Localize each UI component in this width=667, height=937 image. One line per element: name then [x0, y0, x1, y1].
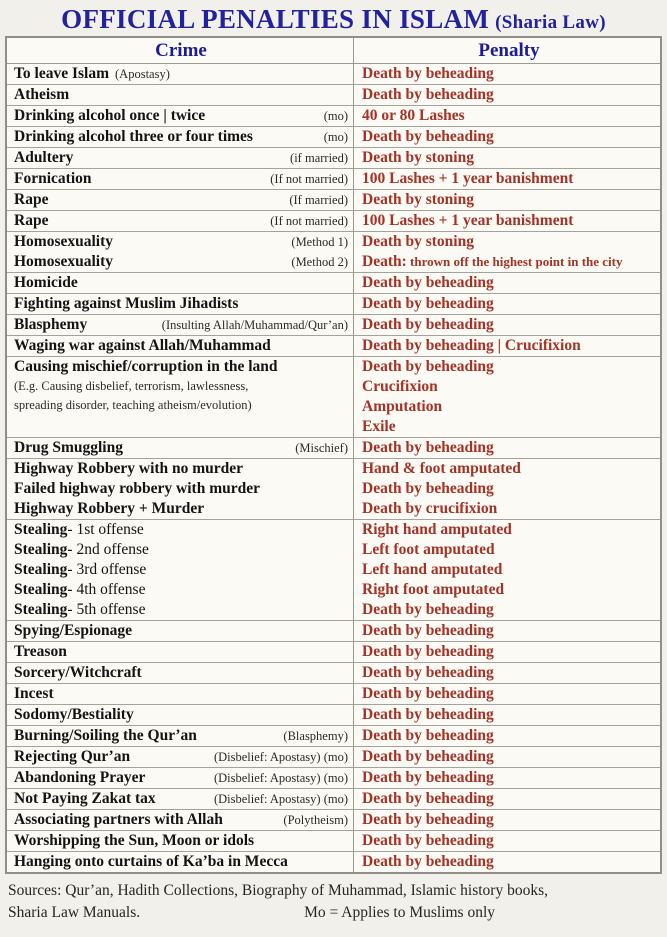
crime-text: Highway Robbery with no murder — [14, 460, 244, 477]
penalty-cell — [353, 663, 660, 683]
penalty-text: Death by beheading — [362, 769, 494, 786]
header-penalty: Penalty — [353, 38, 660, 63]
crime-text: Not Paying Zakat tax — [14, 790, 156, 807]
crime-line — [14, 232, 348, 252]
crime-text: Spying/Espionage — [14, 622, 133, 639]
penalty-text: Hand & foot amputated — [362, 460, 521, 477]
penalty-cell — [353, 810, 660, 830]
penalty-cell — [353, 232, 660, 272]
penalty-cell — [353, 211, 660, 231]
crime-line — [14, 831, 348, 851]
penalty-cell — [353, 789, 660, 809]
crime-text: Failed highway robbery with murder — [14, 480, 260, 497]
table-row — [7, 641, 660, 662]
table-row — [7, 147, 660, 168]
penalty-text: 100 Lashes + 1 year banishment — [362, 212, 574, 229]
crime-line — [14, 705, 348, 725]
crime-cell — [7, 621, 353, 641]
crime-subnote: (E.g. Causing disbelief, terrorism, lawlessness, — [14, 379, 249, 393]
penalty-cell — [353, 315, 660, 335]
penalty-text: Death by beheading — [362, 622, 494, 639]
crime-text: Drinking alcohol once | twice — [14, 107, 206, 124]
penalty-text: Right hand amputated — [362, 521, 512, 538]
table-row — [7, 335, 660, 356]
crime-text: Stealing — [14, 521, 68, 538]
crime-note: (Method 1) — [291, 235, 348, 249]
penalty-cell — [353, 273, 660, 293]
crime-note: (Blasphemy) — [283, 729, 348, 743]
crime-cell — [7, 211, 353, 231]
table-row — [7, 64, 660, 84]
penalty-text: Death by stoning — [362, 149, 474, 166]
penalty-cell — [353, 726, 660, 746]
footer-mo-legend: Mo = Applies to Muslims only — [304, 904, 496, 921]
title-main: OFFICIAL PENALTIES IN ISLAM — [61, 4, 490, 34]
crime-cell — [7, 810, 353, 830]
penalty-text: Death by beheading — [362, 601, 494, 618]
penalty-text: Death by beheading — [362, 748, 494, 765]
penalty-text: 100 Lashes + 1 year banishment — [362, 170, 574, 187]
crime-cell — [7, 64, 353, 84]
crime-line — [14, 252, 348, 272]
crime-text: Abandoning Prayer — [14, 769, 146, 786]
crime-line — [14, 169, 348, 189]
crime-text-suffix: - 2nd offense — [67, 541, 149, 558]
crime-text: Blasphemy — [14, 316, 88, 333]
crime-note: (If not married) — [270, 172, 348, 186]
crime-line — [14, 294, 348, 314]
crime-text: Hanging onto curtains of Ka’ba in Mecca — [14, 853, 288, 870]
footer — [0, 874, 667, 924]
penalty-text: Left foot amputated — [362, 541, 495, 558]
table-body — [7, 64, 660, 872]
penalties-table — [5, 36, 662, 874]
crime-text: Causing mischief/corruption in the land — [14, 358, 278, 375]
penalty-text: Death by beheading — [362, 727, 494, 744]
crime-line — [14, 520, 348, 540]
crime-text: Fighting against Muslim Jihadists — [14, 295, 239, 312]
crime-cell — [7, 747, 353, 767]
crime-cell — [7, 336, 353, 356]
crime-cell — [7, 831, 353, 851]
crime-text: Homosexuality — [14, 253, 114, 270]
crime-cell — [7, 852, 353, 872]
crime-text: Fornication — [14, 170, 92, 187]
crime-line — [14, 438, 348, 458]
penalty-text: Death by beheading — [362, 664, 494, 681]
crime-text: Drug Smuggling — [14, 439, 123, 456]
crime-line — [14, 315, 348, 335]
header-crime: Crime — [155, 40, 207, 61]
crime-note: (Insulting Allah/Muhammad/Qur’an) — [161, 318, 348, 332]
table-row — [7, 830, 660, 851]
crime-note: (Polytheism) — [283, 813, 348, 827]
penalty-text — [362, 252, 656, 272]
table-row — [7, 356, 660, 437]
table-row — [7, 437, 660, 458]
penalty-text: Death by beheading — [362, 274, 494, 291]
table-row — [7, 725, 660, 746]
crime-line — [14, 726, 348, 746]
penalty-cell — [353, 831, 660, 851]
crime-text: Homicide — [14, 274, 78, 291]
crime-cell — [7, 169, 353, 189]
penalty-text: Right foot amputated — [362, 581, 505, 598]
table-row — [7, 519, 660, 620]
penalty-text: Death by beheading — [362, 685, 494, 702]
penalty-cell — [353, 106, 660, 126]
crime-line — [14, 190, 348, 210]
penalty-text: Death by beheading — [362, 128, 494, 145]
crime-cell — [7, 705, 353, 725]
penalty-text: Death by beheading — [362, 295, 494, 312]
table-row — [7, 683, 660, 704]
penalty-cell — [353, 642, 660, 662]
crime-cell — [7, 642, 353, 662]
title-sub: (Sharia Law) — [495, 12, 606, 33]
penalty-text-main: Death: — [362, 253, 407, 270]
table-row — [7, 189, 660, 210]
crime-text: Stealing — [14, 541, 68, 558]
penalty-text: 40 or 80 Lashes — [362, 107, 465, 124]
penalty-cell — [353, 438, 660, 458]
table-row — [7, 272, 660, 293]
penalty-text: Amputation — [362, 398, 443, 415]
crime-note: (Mischief) — [295, 441, 348, 455]
crime-line — [14, 600, 348, 620]
crime-line — [14, 85, 348, 105]
penalty-text: Death by beheading — [362, 790, 494, 807]
page-title — [0, 0, 667, 36]
table-row — [7, 84, 660, 105]
penalty-text: Death by beheading — [362, 480, 494, 497]
crime-line — [14, 211, 348, 231]
penalty-cell — [353, 357, 660, 437]
table-row — [7, 126, 660, 147]
penalty-text: Exile — [362, 418, 396, 435]
penalty-text: Death by beheading — [362, 439, 494, 456]
crime-text: Sodomy/Bestiality — [14, 706, 134, 723]
crime-line — [14, 747, 348, 767]
penalty-text: Death by beheading — [362, 853, 494, 870]
crime-note: (Method 2) — [291, 255, 348, 269]
crime-cell — [7, 726, 353, 746]
penalty-text: Crucifixion — [362, 378, 438, 395]
crime-line — [14, 684, 348, 704]
penalty-cell — [353, 852, 660, 872]
penalty-cell — [353, 64, 660, 84]
penalty-text-detail: thrown off the highest point in the city — [406, 254, 623, 269]
footer-line2 — [8, 902, 659, 924]
table-row — [7, 746, 660, 767]
crime-text: Rejecting Qur’an — [14, 748, 131, 765]
crime-text: Sorcery/Witchcraft — [14, 664, 142, 681]
crime-line — [14, 64, 348, 84]
crime-line — [14, 768, 348, 788]
crime-note: (Disbelief: Apostasy) (mo) — [213, 792, 348, 806]
table-row — [7, 809, 660, 830]
crime-cell — [7, 684, 353, 704]
penalty-cell — [353, 684, 660, 704]
crime-line — [14, 459, 348, 479]
penalty-text: Death by beheading — [362, 65, 494, 82]
penalty-text: Death by stoning — [362, 233, 474, 250]
penalty-cell — [353, 621, 660, 641]
penalty-text: Death by beheading — [362, 643, 494, 660]
penalty-text: Death by beheading — [362, 811, 494, 828]
penalty-text: Left hand amputated — [362, 561, 503, 578]
crime-line — [14, 789, 348, 809]
crime-note: (If not married) — [270, 214, 348, 228]
table-row — [7, 704, 660, 725]
crime-cell — [7, 768, 353, 788]
table-row — [7, 662, 660, 683]
crime-text: Drinking alcohol three or four times — [14, 128, 253, 145]
crime-text: Adultery — [14, 149, 74, 166]
crime-subnote: spreading disorder, teaching atheism/evolution) — [14, 398, 252, 412]
crime-line — [14, 273, 348, 293]
crime-line — [14, 560, 348, 580]
crime-cell — [7, 85, 353, 105]
footer-sources-line2: Sharia Law Manuals. — [8, 904, 141, 921]
crime-text: Incest — [14, 685, 54, 702]
crime-text-suffix: - 3rd offense — [67, 561, 147, 578]
penalty-cell — [353, 294, 660, 314]
crime-line — [14, 580, 348, 600]
crime-cell — [7, 127, 353, 147]
table-row — [7, 458, 660, 519]
crime-cell — [7, 294, 353, 314]
crime-text: Waging war against Allah/Muhammad — [14, 337, 271, 354]
crime-line — [14, 621, 348, 641]
penalty-cell — [353, 705, 660, 725]
penalty-text: Death by beheading — [362, 316, 494, 333]
crime-note: (If married) — [289, 193, 348, 207]
crime-text-suffix: - 4th offense — [67, 581, 146, 598]
crime-text: Rape — [14, 191, 49, 208]
crime-cell — [7, 357, 353, 437]
penalty-cell — [353, 336, 660, 356]
table-row — [7, 105, 660, 126]
table-row — [7, 168, 660, 189]
crime-text-suffix: - 1st offense — [67, 521, 144, 538]
crime-cell — [7, 315, 353, 335]
crime-note: (if married) — [290, 151, 348, 165]
crime-text: Atheism — [14, 86, 70, 103]
crime-text: Highway Robbery + Murder — [14, 500, 205, 517]
table-row — [7, 767, 660, 788]
penalty-cell — [353, 768, 660, 788]
table-header-row — [7, 38, 660, 64]
penalty-cell — [353, 459, 660, 519]
crime-line — [14, 479, 348, 499]
penalty-text: Death by beheading — [362, 832, 494, 849]
table-row — [7, 293, 660, 314]
crime-text: Stealing — [14, 581, 68, 598]
crime-cell — [7, 520, 353, 620]
crime-line — [14, 810, 348, 830]
crime-line — [14, 852, 348, 872]
crime-note: (Disbelief: Apostasy) (mo) — [213, 750, 348, 764]
crime-text-suffix: - 5th offense — [67, 601, 146, 618]
penalty-text: Death by crucifixion — [362, 500, 498, 517]
crime-cell — [7, 273, 353, 293]
crime-text: To leave Islam — [14, 65, 110, 82]
crime-text: Rape — [14, 212, 49, 229]
penalty-text: Death by stoning — [362, 191, 474, 208]
crime-line — [14, 336, 348, 356]
crime-note: (Apostasy) — [115, 67, 170, 81]
penalty-text: Death by beheading | Crucifixion — [362, 337, 581, 354]
penalty-cell — [353, 85, 660, 105]
penalty-cell — [353, 520, 660, 620]
crime-line — [14, 663, 348, 683]
crime-text: Burning/Soiling the Qur’an — [14, 727, 197, 744]
crime-text: Stealing — [14, 601, 68, 618]
crime-line — [14, 148, 348, 168]
penalty-cell — [353, 127, 660, 147]
table-row — [7, 231, 660, 272]
crime-note: (mo) — [323, 130, 348, 144]
crime-text: Homosexuality — [14, 233, 114, 250]
crime-cell — [7, 438, 353, 458]
table-row — [7, 620, 660, 641]
penalty-cell — [353, 169, 660, 189]
crime-text: Worshipping the Sun, Moon or idols — [14, 832, 255, 849]
crime-line — [14, 127, 348, 147]
crime-line — [14, 106, 348, 126]
table-row — [7, 314, 660, 335]
crime-line — [14, 642, 348, 662]
crime-note: (Disbelief: Apostasy) (mo) — [213, 771, 348, 785]
crime-cell — [7, 789, 353, 809]
penalty-text: Death by beheading — [362, 358, 494, 375]
crime-line — [14, 540, 348, 560]
crime-text: Stealing — [14, 561, 68, 578]
penalty-text: Death by beheading — [362, 706, 494, 723]
table-row — [7, 788, 660, 809]
crime-note: (mo) — [323, 109, 348, 123]
table-row — [7, 851, 660, 872]
penalty-cell — [353, 148, 660, 168]
penalty-text: Death by beheading — [362, 86, 494, 103]
crime-cell — [7, 232, 353, 272]
crime-cell — [7, 106, 353, 126]
crime-cell — [7, 190, 353, 210]
crime-cell — [7, 459, 353, 519]
crime-cell — [7, 663, 353, 683]
footer-sources-line1: Sources: Qur’an, Hadith Collections, Biography of Muhammad, Islamic history books, — [8, 882, 548, 899]
crime-text: Treason — [14, 643, 67, 660]
crime-line — [14, 499, 348, 519]
crime-cell — [7, 148, 353, 168]
crime-text: Associating partners with Allah — [14, 811, 223, 828]
penalty-cell — [353, 747, 660, 767]
crime-line — [14, 357, 348, 377]
penalty-cell — [353, 190, 660, 210]
table-row — [7, 210, 660, 231]
